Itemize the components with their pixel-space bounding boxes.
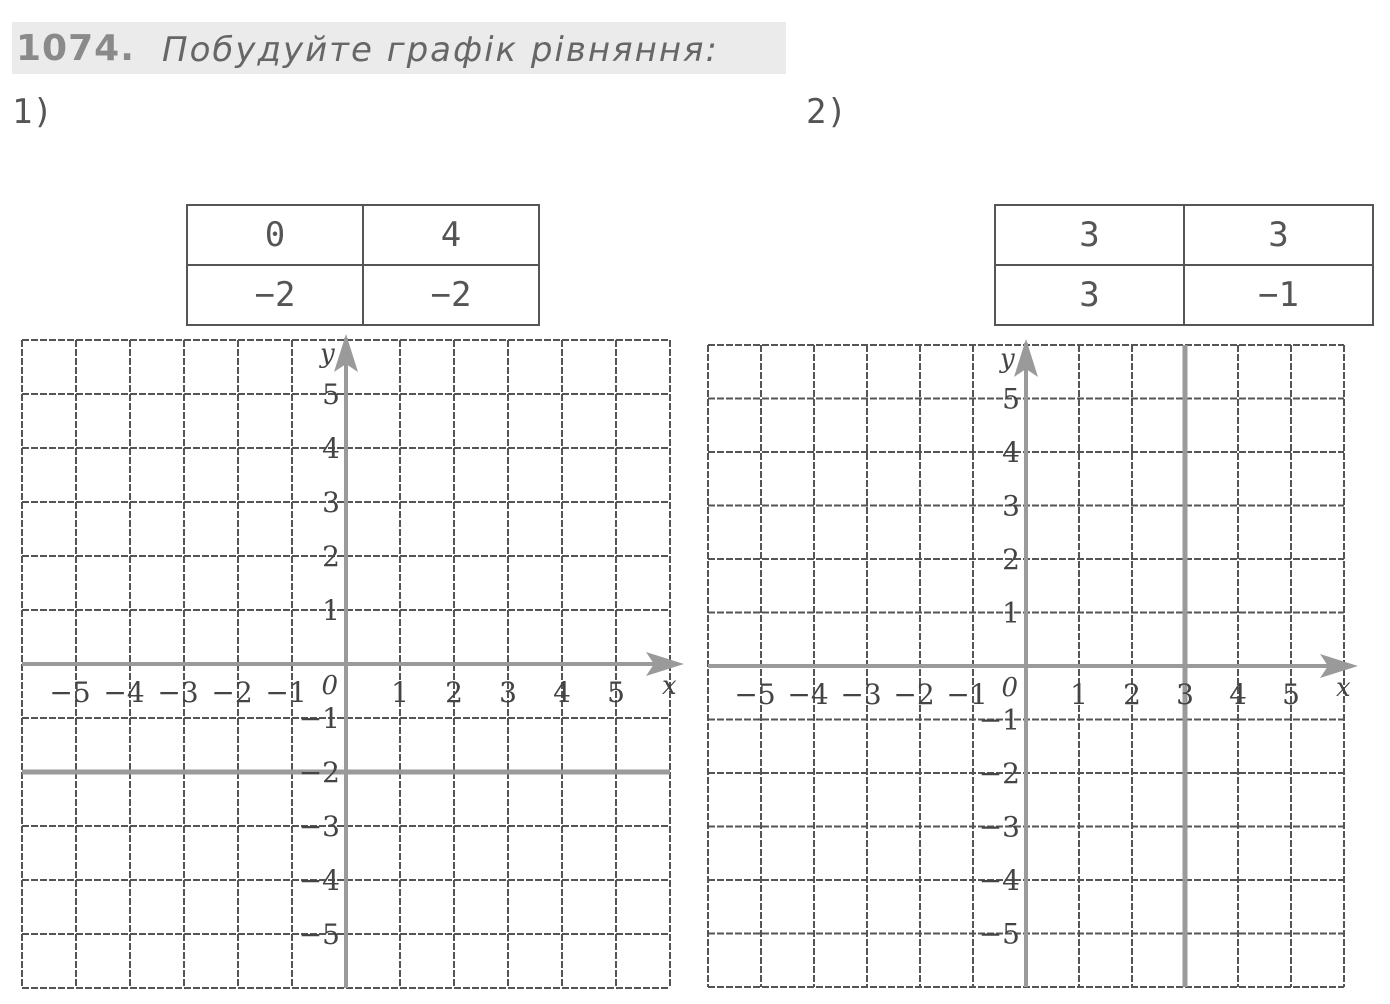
chart-2-x-tick-label: −1 (946, 678, 988, 711)
chart-2-y-tick-label: 2 (1002, 543, 1020, 576)
chart-1-x-tick-label: 5 (607, 676, 625, 709)
chart-2-x-tick-label: −3 (840, 678, 882, 711)
chart-1-y-tick-label: −5 (298, 918, 340, 951)
coordinate-plane-1 (22, 339, 677, 988)
chart-2-x-tick-label: 5 (1282, 678, 1300, 711)
chart-2-x-tick-label: 3 (1176, 678, 1194, 711)
chart-1-x-axis-label: x (662, 671, 677, 701)
part-2-label: 2) (806, 92, 847, 132)
chart-2-x-tick-label: −5 (734, 678, 776, 711)
chart-2-y-axis-label: y (1000, 344, 1015, 374)
chart-1-y-tick-label: 2 (322, 540, 340, 573)
table-row (995, 265, 1373, 325)
chart-1-x-tick-label: −5 (49, 676, 91, 709)
chart-2-y-tick-label: 4 (1002, 436, 1020, 469)
chart-1-y-tick-label: −1 (298, 702, 340, 735)
table-cell: −2 (363, 265, 539, 325)
chart-2-y-tick-label: 3 (1002, 489, 1020, 523)
table-cell: 3 (995, 265, 1184, 325)
exercise-number: 1074. (16, 28, 135, 69)
values-table-2 (994, 204, 1374, 326)
coordinate-plane-2 (708, 344, 1351, 987)
table-cell: 3 (1184, 205, 1373, 265)
chart-2-x-axis-label: x (1336, 673, 1351, 703)
table-row (187, 265, 539, 325)
table-cell: −2 (187, 265, 363, 325)
chart-1-y-tick-label: −2 (298, 756, 340, 789)
chart-2-y-tick-label: −3 (978, 810, 1020, 844)
chart-1-y-tick-label: 3 (322, 486, 340, 519)
table-cell: 0 (187, 205, 363, 265)
chart-2-origin-label: 0 (1001, 673, 1018, 703)
chart-2-x-tick-label: 4 (1229, 678, 1247, 711)
table-cell: 3 (995, 205, 1184, 265)
chart-1-x-tick-label: 1 (391, 676, 409, 709)
chart-2-x-tick-label: 2 (1123, 678, 1141, 711)
chart-2-y-tick-label: 1 (1002, 596, 1020, 630)
chart-1-x-tick-label: −4 (103, 676, 145, 709)
chart-1-origin-label: 0 (321, 671, 338, 701)
exercise-instruction: Побудуйте графік рівняння: (162, 30, 719, 70)
chart-2-y-tick-label: −1 (978, 703, 1020, 737)
chart-2-y-tick-label: −5 (978, 917, 1020, 951)
chart-2-y-tick-label: 5 (1002, 382, 1020, 416)
chart-1-y-axis-label: y (320, 339, 335, 369)
part-1-label: 1) (12, 92, 53, 132)
chart-1-x-tick-label: 4 (553, 676, 571, 709)
chart-1-x-tick-label: −3 (157, 676, 199, 709)
table-row (187, 205, 539, 265)
values-table-1 (186, 204, 540, 326)
chart-2-y-tick-label: −4 (978, 864, 1020, 897)
chart-1-y-tick-label: −4 (298, 864, 340, 897)
table-cell: −1 (1184, 265, 1373, 325)
chart-1-x-tick-label: 2 (445, 676, 463, 709)
table-cell: 4 (363, 205, 539, 265)
chart-2-x-tick-label: −4 (787, 678, 829, 711)
exercise-header (12, 22, 786, 74)
table-row (995, 205, 1373, 265)
chart-1-y-tick-label: 4 (322, 432, 340, 465)
chart-1-x-tick-label: −2 (211, 676, 253, 709)
chart-1-y-tick-label: 5 (322, 378, 340, 411)
chart-1-y-tick-label: 1 (322, 594, 340, 627)
chart-2-y-tick-label: −2 (978, 757, 1020, 790)
chart-1-x-tick-label: 3 (499, 676, 517, 709)
chart-1-x-tick-label: −1 (265, 676, 307, 709)
chart-2-x-tick-label: −2 (893, 678, 935, 711)
chart-2-x-tick-label: 1 (1070, 678, 1088, 711)
chart-1-y-tick-label: −3 (298, 810, 340, 843)
